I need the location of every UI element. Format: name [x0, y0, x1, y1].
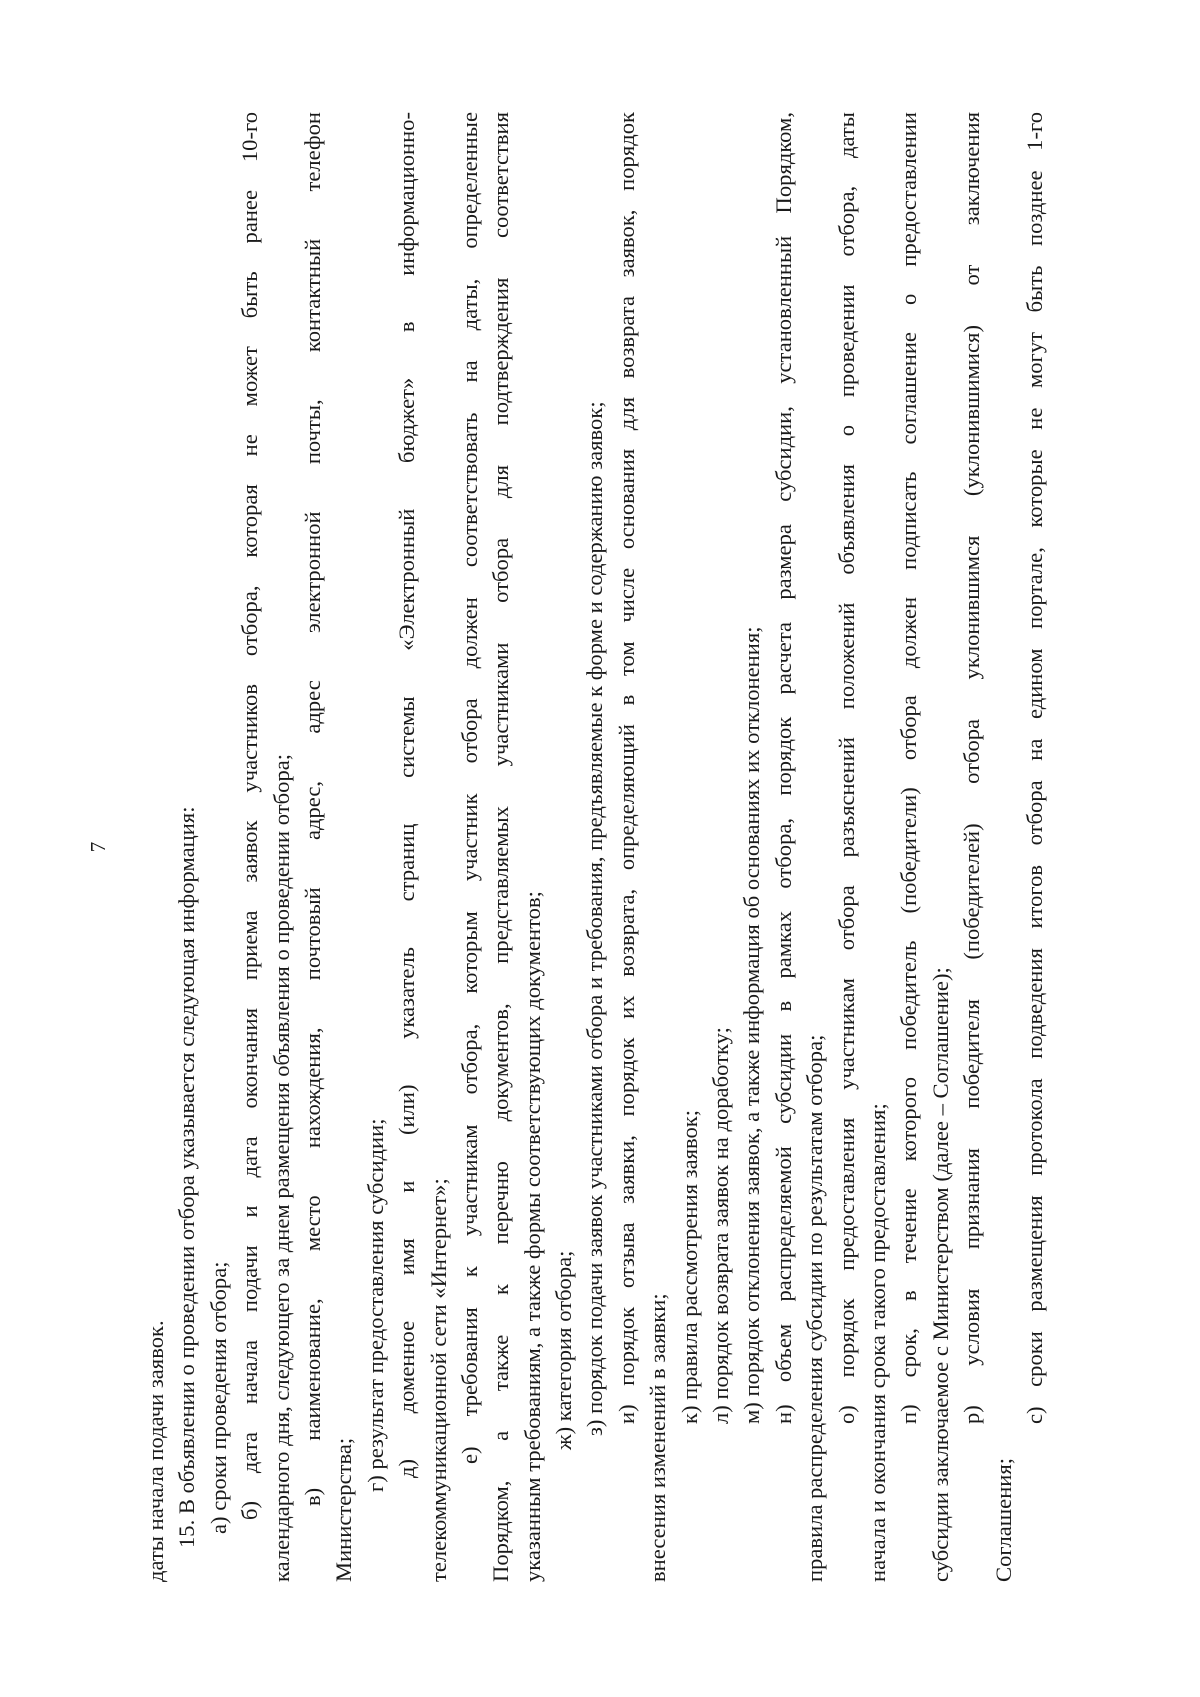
paragraph-heading: 15. В объявлении о проведении отбора указывается следующая информация:: [174, 806, 200, 1548]
list-item: в) наименование, место нахождения, почтовый адрес, адрес электронной почты, контактный телефон: [299, 112, 325, 1506]
document-body: [140, 112, 1050, 1582]
text-line: правила распределения субсидии по результатам отбора;: [802, 1034, 828, 1582]
text-line: Министерства;: [331, 1437, 357, 1582]
list-item: ж) категория отбора;: [551, 1250, 577, 1450]
list-item: к) правила рассмотрения заявок;: [676, 1109, 702, 1424]
text-line: даты начала подачи заявок.: [143, 1320, 168, 1582]
list-item: е) требования к участникам отбора, которым участник отбора должен соответствовать на даты, определенные: [456, 112, 482, 1464]
text-line: внесения изменений в заявки;: [645, 1293, 671, 1582]
list-item: б) дата начала подачи и дата окончания приема заявок участников отбора, которая не может быть ранее 10-го: [237, 112, 263, 1520]
text-line: Соглашения;: [990, 1457, 1016, 1582]
page-number: 7: [86, 841, 110, 853]
text-line: Порядком, а также к перечню документов, представляемых участниками отбора для подтверждения соответствия: [488, 112, 514, 1582]
list-item: и) порядок отзыва заявки, порядок их возврата, определяющий в том числе основания для возврата заявок, порядок: [613, 112, 639, 1424]
list-item: м) порядок отклонения заявок, а также информация об основаниях их отклонения;: [739, 626, 765, 1424]
list-item: о) порядок предоставления участникам отбора разъяснений положений объявления о проведении отбора, даты: [833, 112, 859, 1424]
text-line: телекоммуникационной сети «Интернет»;: [425, 1178, 451, 1582]
list-item: н) объем распределяемой субсидии в рамках отбора, порядок расчета размера субсидии, установленный Порядком,: [770, 112, 796, 1424]
rotated-page: [85, 112, 1085, 1582]
list-item: д) доменное имя и (или) указатель страниц системы «Электронный бюджет» в информационно-: [394, 112, 420, 1478]
list-item: з) порядок подачи заявок участниками отбора и требования, предъявляемые к форме и содержанию заявок;: [582, 401, 608, 1436]
list-item: с) сроки размещения протокола подведения итогов отбора на едином портале, которые не могут быть позднее 1-го: [1021, 112, 1047, 1424]
text-line: указанным требованиям, а также формы соответствующих документов;: [519, 891, 545, 1582]
list-item: л) порядок возврата заявок на доработку;: [708, 1027, 734, 1424]
list-item: а) сроки проведения отбора;: [205, 1261, 231, 1534]
text-line: субсидии заключаемое с Министерством (далее – Соглашение);: [927, 967, 953, 1582]
list-item: п) срок, в течение которого победитель (победители) отбора должен подписать соглашение о предоставлении: [896, 112, 922, 1424]
list-item: р) условия признания победителя (победителей) отбора уклонившимся (уклонившимися) от заключения: [959, 112, 985, 1424]
list-item: г) результат предоставления субсидии;: [362, 1118, 388, 1492]
text-line: начала и окончания срока такого предоставления;: [864, 1103, 890, 1582]
text-line: календарного дня, следующего за днем размещения объявления о проведении отбора;: [268, 753, 294, 1582]
